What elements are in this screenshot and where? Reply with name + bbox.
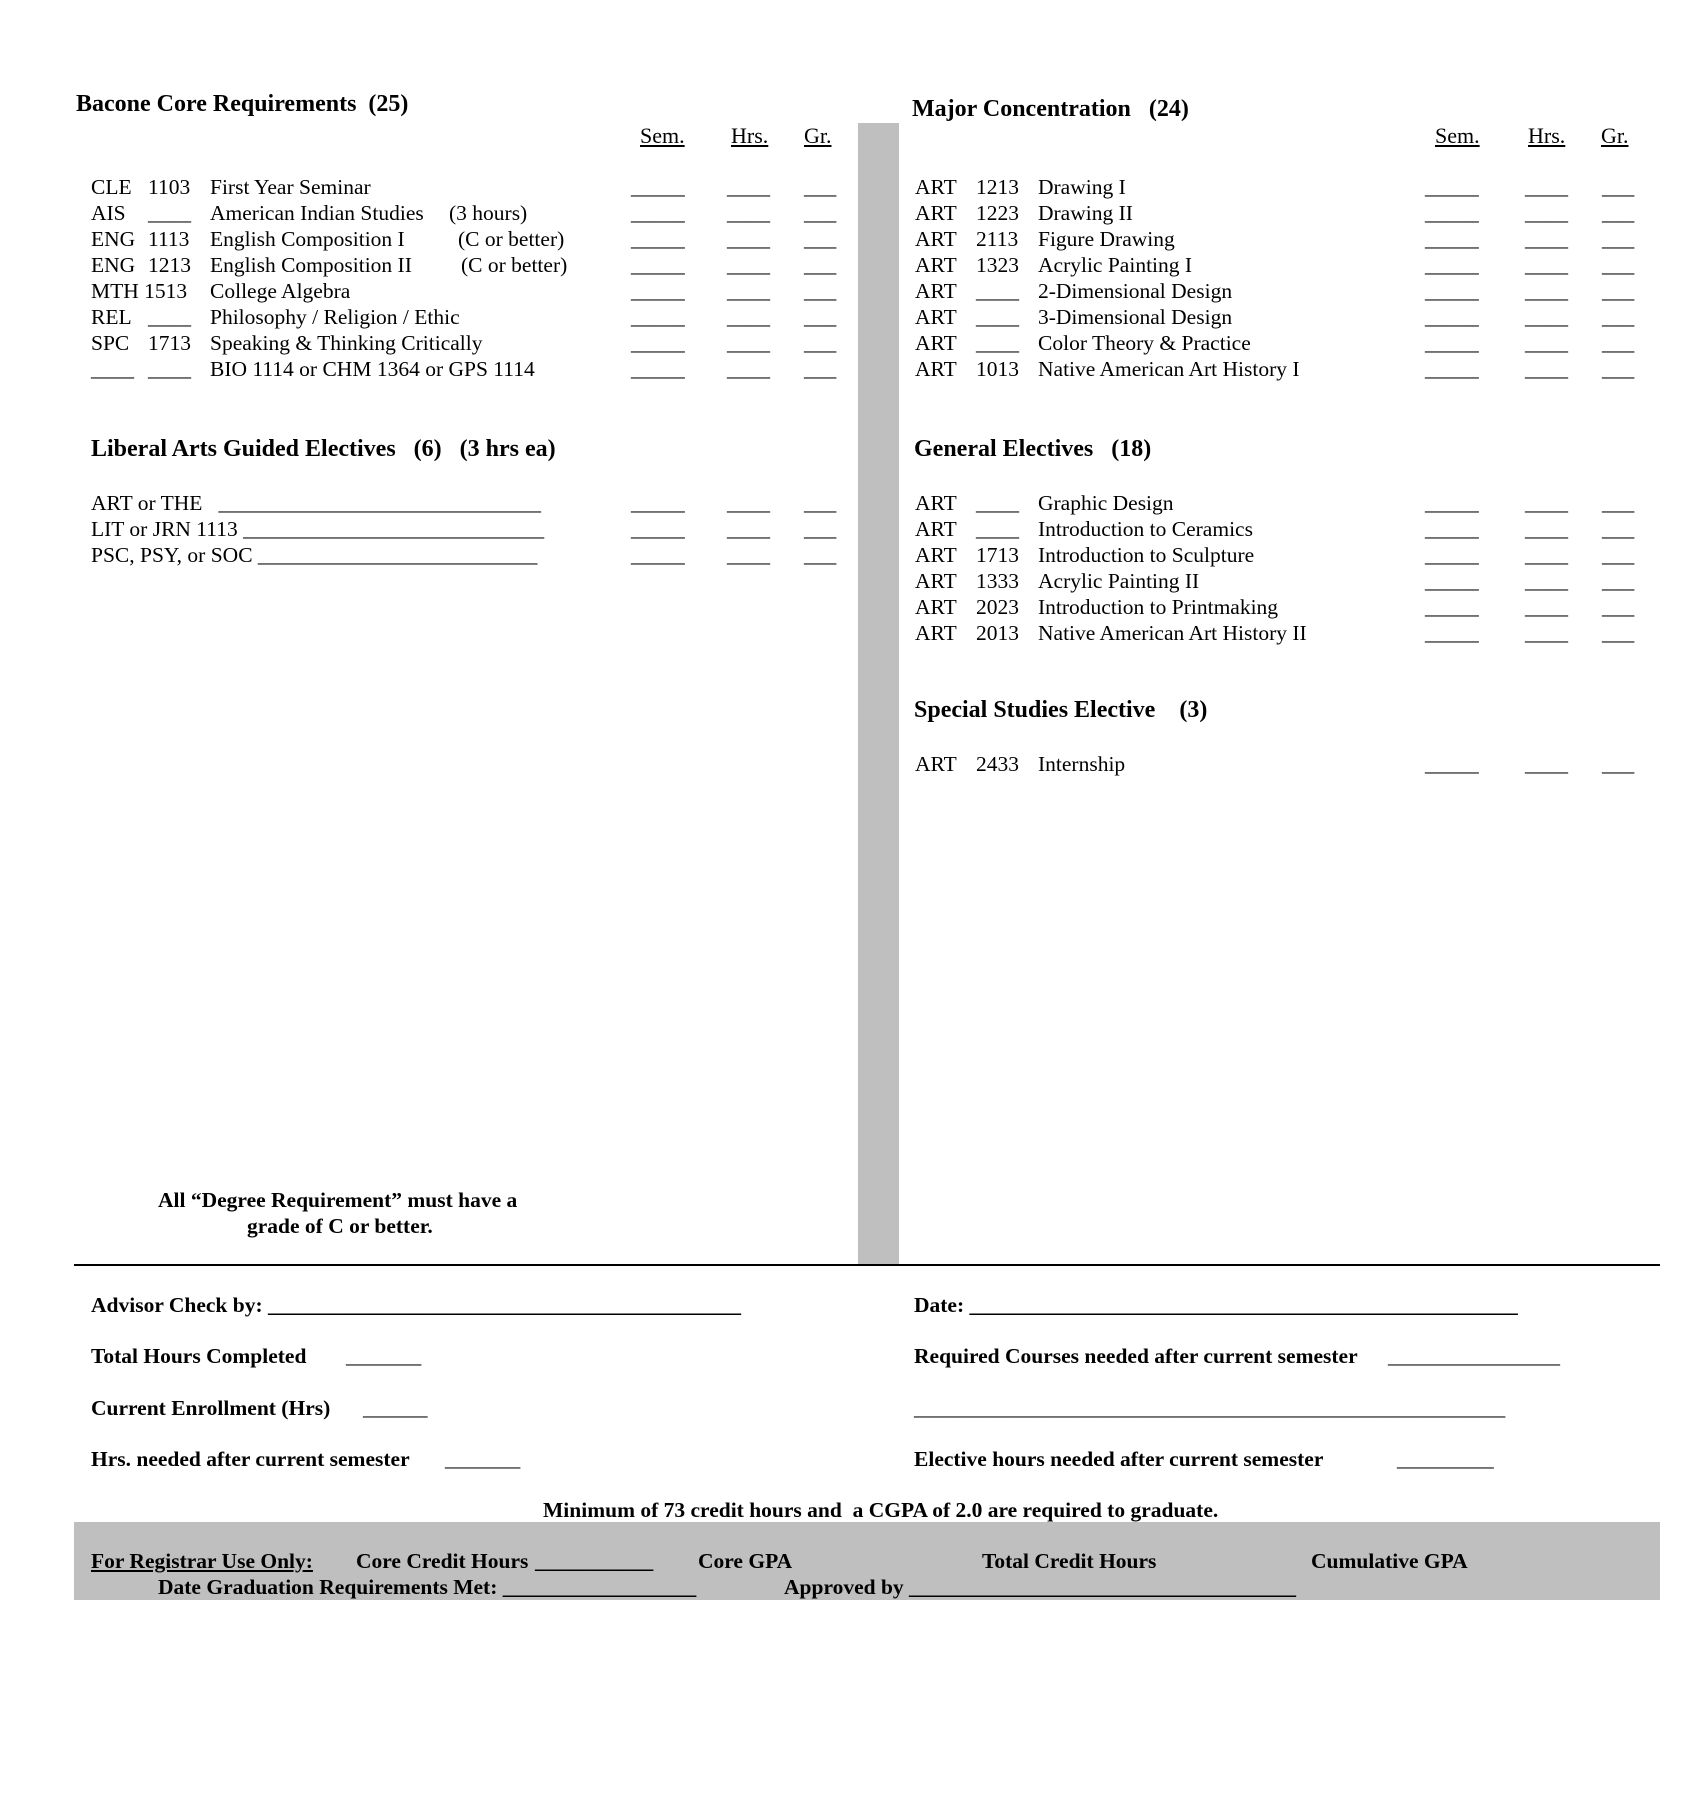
hrs-blank[interactable]: ____ [727, 175, 770, 199]
sem-blank[interactable]: _____ [631, 491, 685, 515]
course-dept: ART [915, 517, 957, 541]
course-row [0, 305, 1700, 331]
course-number: 1213 [148, 253, 191, 277]
course-number: 1013 [976, 357, 1019, 381]
approved-by-field[interactable]: Approved by ____________________________________ [784, 1575, 1297, 1599]
core-header-sem: Sem. [640, 123, 685, 148]
course-name: 3-Dimensional Design [1038, 305, 1233, 329]
course-name: Drawing II [1038, 201, 1133, 225]
grade-blank[interactable]: ___ [804, 517, 837, 541]
course-row [0, 543, 1700, 569]
course-number: ____ [148, 357, 191, 381]
grade-blank[interactable]: ___ [1602, 491, 1635, 515]
hrs-needed-label: Hrs. needed after current semester [91, 1447, 410, 1471]
grade-blank[interactable]: ___ [1602, 621, 1635, 645]
course-row [0, 517, 1700, 543]
sem-blank[interactable]: _____ [1425, 279, 1479, 303]
course-note: (C or better) [458, 227, 565, 251]
hrs-blank[interactable]: ____ [1525, 201, 1568, 225]
course-dept: ART [915, 595, 957, 619]
course-name: English Composition I [210, 227, 405, 251]
course-row [0, 201, 1700, 227]
course-row [0, 253, 1700, 279]
sem-blank[interactable]: _____ [631, 175, 685, 199]
course-number: ____ [976, 279, 1019, 303]
liberal-title: Liberal Arts Guided Electives (6) (3 hrs ea) [91, 436, 556, 462]
grade-blank[interactable]: ___ [804, 305, 837, 329]
course-name: Internship [1038, 752, 1126, 776]
sem-blank[interactable]: _____ [1425, 517, 1479, 541]
course-dept: ART [915, 279, 957, 303]
cumulative-gpa-label: Cumulative GPA [1311, 1549, 1468, 1573]
core-title: Bacone Core Requirements (25) [76, 91, 409, 117]
sem-blank[interactable]: _____ [631, 227, 685, 251]
hrs-blank[interactable]: ____ [727, 227, 770, 251]
course-number: ____ [976, 491, 1019, 515]
required-courses-line[interactable]: _______________________________________________________ [914, 1396, 1506, 1420]
required-courses-label: Required Courses needed after current semester [914, 1344, 1358, 1368]
course-dept: SPC [91, 331, 130, 355]
hrs-blank[interactable]: ____ [727, 253, 770, 277]
course-name: Acrylic Painting II [1038, 569, 1200, 593]
total-credit-hours-label: Total Credit Hours [982, 1549, 1157, 1573]
hrs-blank[interactable]: ____ [1525, 491, 1568, 515]
course-name: Color Theory & Practice [1038, 331, 1251, 355]
course-row [0, 357, 1700, 383]
sem-blank[interactable]: _____ [1425, 752, 1479, 776]
course-number: 2113 [976, 227, 1019, 251]
sem-blank[interactable]: _____ [631, 253, 685, 277]
course-number: ____ [976, 517, 1019, 541]
course-dept: ART [915, 752, 957, 776]
course-dept: ART [915, 305, 957, 329]
course-dept: REL [91, 305, 132, 329]
course-dept: ____ [91, 357, 134, 381]
grade-blank[interactable]: ___ [1602, 175, 1635, 199]
course-row [0, 569, 1700, 595]
sem-blank[interactable]: _____ [631, 517, 685, 541]
hrs-blank[interactable]: ____ [727, 491, 770, 515]
core-gpa-label: Core GPA [698, 1549, 793, 1573]
major-header-hrs: Hrs. [1528, 123, 1566, 148]
section-rule [74, 1264, 1660, 1266]
course-dept: ART [915, 227, 957, 251]
course-name: BIO 1114 or CHM 1364 or GPS 1114 [210, 357, 535, 381]
grade-blank[interactable]: ___ [1602, 279, 1635, 303]
hrs-blank[interactable]: ____ [1525, 543, 1568, 567]
course-dept: CLE [91, 175, 132, 199]
course-name: Graphic Design [1038, 491, 1174, 515]
course-row [0, 279, 1700, 305]
grade-blank[interactable]: ___ [1602, 305, 1635, 329]
special-title: Special Studies Elective (3) [914, 697, 1208, 723]
date-graduation-field[interactable]: Date Graduation Requirements Met: __________________ [158, 1575, 697, 1599]
course-dept: ART [915, 543, 957, 567]
grade-blank[interactable]: ___ [804, 175, 837, 199]
hrs-blank[interactable]: ____ [727, 517, 770, 541]
course-row [0, 595, 1700, 621]
course-row [0, 175, 1700, 201]
course-number: 1223 [976, 201, 1019, 225]
sem-blank[interactable]: _____ [1425, 201, 1479, 225]
hrs-blank[interactable]: ____ [1525, 305, 1568, 329]
hrs-needed-blank[interactable]: _______ [445, 1447, 521, 1471]
hrs-blank[interactable]: ____ [1525, 621, 1568, 645]
sem-blank[interactable]: _____ [1425, 331, 1479, 355]
course-dept: MTH 1513 [91, 279, 188, 303]
core-header-gr: Gr. [804, 123, 832, 148]
course-dept: ART [915, 357, 957, 381]
course-name: American Indian Studies [210, 201, 424, 225]
total-hours-label: Total Hours Completed [91, 1344, 307, 1368]
course-name: Speaking & Thinking Critically [210, 331, 483, 355]
course-number: 2013 [976, 621, 1019, 645]
grade-blank[interactable]: ___ [804, 331, 837, 355]
core-header-hrs: Hrs. [731, 123, 769, 148]
course-number: 1213 [976, 175, 1019, 199]
course-name: Introduction to Sculpture [1038, 543, 1255, 567]
grade-blank[interactable]: ___ [1602, 331, 1635, 355]
hrs-blank[interactable]: ____ [1525, 752, 1568, 776]
grade-blank[interactable]: ___ [1602, 201, 1635, 225]
general-title: General Electives (18) [914, 436, 1152, 462]
total-hours-blank[interactable]: _______ [346, 1344, 422, 1368]
elective-label[interactable]: PSC, PSY, or SOC __________________________ [91, 543, 538, 567]
elective-hours-blank[interactable]: _________ [1397, 1447, 1494, 1471]
course-dept: ART [915, 331, 957, 355]
hrs-blank[interactable]: ____ [1525, 517, 1568, 541]
grade-blank[interactable]: ___ [804, 491, 837, 515]
grade-note-line1: All “Degree Requirement” must have a [158, 1188, 518, 1212]
course-number: 1113 [148, 227, 190, 251]
sem-blank[interactable]: _____ [1425, 569, 1479, 593]
hrs-blank[interactable]: ____ [1525, 595, 1568, 619]
sem-blank[interactable]: _____ [1425, 621, 1479, 645]
course-dept: AIS [91, 201, 126, 225]
hrs-blank[interactable]: ____ [727, 357, 770, 381]
course-dept: ENG [91, 253, 136, 277]
current-enrollment-label: Current Enrollment (Hrs) [91, 1396, 331, 1420]
hrs-blank[interactable]: ____ [727, 331, 770, 355]
grade-blank[interactable]: ___ [804, 201, 837, 225]
grade-note-line2: grade of C or better. [247, 1214, 433, 1238]
course-name: Introduction to Printmaking [1038, 595, 1279, 619]
core-credit-hours-label: Core Credit Hours [356, 1549, 529, 1573]
core-credit-hours-blank[interactable]: ___________ [535, 1549, 654, 1573]
course-number: ____ [976, 331, 1019, 355]
grade-blank[interactable]: ___ [804, 279, 837, 303]
hrs-blank[interactable]: ____ [1525, 357, 1568, 381]
course-dept: ART [915, 569, 957, 593]
course-name: 2-Dimensional Design [1038, 279, 1233, 303]
course-number: 2433 [976, 752, 1019, 776]
course-dept: ART [915, 175, 957, 199]
sem-blank[interactable]: _____ [1425, 175, 1479, 199]
grade-blank[interactable]: ___ [1602, 752, 1635, 776]
sem-blank[interactable]: _____ [1425, 491, 1479, 515]
course-dept: ART [915, 201, 957, 225]
course-dept: ART [915, 621, 957, 645]
hrs-blank[interactable]: ____ [727, 279, 770, 303]
hrs-blank[interactable]: ____ [1525, 227, 1568, 251]
grade-blank[interactable]: ___ [804, 543, 837, 567]
course-name: First Year Seminar [210, 175, 371, 199]
hrs-blank[interactable]: ____ [727, 201, 770, 225]
course-name: Drawing I [1038, 175, 1126, 199]
registrar-label: For Registrar Use Only: [91, 1549, 313, 1573]
grade-blank[interactable]: ___ [804, 253, 837, 277]
grade-blank[interactable]: ___ [804, 227, 837, 251]
grade-blank[interactable]: ___ [1602, 595, 1635, 619]
advisor-check-field[interactable]: Advisor Check by: ____________________________________________ [91, 1293, 741, 1317]
course-number: 1713 [148, 331, 191, 355]
date-field[interactable]: Date: ___________________________________________________ [914, 1293, 1518, 1317]
sem-blank[interactable]: _____ [631, 305, 685, 329]
elective-label[interactable]: ART or THE ______________________________ [91, 491, 542, 515]
course-row [0, 752, 1700, 778]
course-name: Native American Art History I [1038, 357, 1300, 381]
sem-blank[interactable]: _____ [1425, 253, 1479, 277]
sem-blank[interactable]: _____ [631, 331, 685, 355]
hrs-blank[interactable]: ____ [1525, 175, 1568, 199]
course-name: Introduction to Ceramics [1038, 517, 1253, 541]
hrs-blank[interactable]: ____ [1525, 569, 1568, 593]
course-row [0, 491, 1700, 517]
course-number: ____ [148, 201, 191, 225]
grade-blank[interactable]: ___ [1602, 569, 1635, 593]
course-name: Acrylic Painting I [1038, 253, 1193, 277]
sem-blank[interactable]: _____ [631, 357, 685, 381]
graduation-minimum-note: Minimum of 73 credit hours and a CGPA of 2.0 are required to graduate. [543, 1498, 1219, 1522]
course-name: Figure Drawing [1038, 227, 1175, 251]
hrs-blank[interactable]: ____ [727, 543, 770, 567]
grade-blank[interactable]: ___ [1602, 543, 1635, 567]
grade-blank[interactable]: ___ [1602, 517, 1635, 541]
course-name: College Algebra [210, 279, 351, 303]
course-number: ____ [976, 305, 1019, 329]
course-row [0, 331, 1700, 357]
sem-blank[interactable]: _____ [1425, 357, 1479, 381]
course-number: 1333 [976, 569, 1019, 593]
hrs-blank[interactable]: ____ [727, 305, 770, 329]
course-note: (C or better) [461, 253, 568, 277]
hrs-blank[interactable]: ____ [1525, 253, 1568, 277]
required-courses-blank[interactable]: ________________ [1388, 1344, 1560, 1368]
course-number: 1323 [976, 253, 1019, 277]
current-enrollment-blank[interactable]: ______ [363, 1396, 428, 1420]
elective-hours-label: Elective hours needed after current semester [914, 1447, 1324, 1471]
major-title: Major Concentration (24) [912, 96, 1189, 122]
course-number: 1103 [148, 175, 191, 199]
grade-blank[interactable]: ___ [1602, 357, 1635, 381]
course-name: English Composition II [210, 253, 412, 277]
hrs-blank[interactable]: ____ [1525, 331, 1568, 355]
grade-blank[interactable]: ___ [1602, 227, 1635, 251]
grade-blank[interactable]: ___ [804, 357, 837, 381]
sem-blank[interactable]: _____ [1425, 227, 1479, 251]
major-header-gr: Gr. [1601, 123, 1629, 148]
course-row [0, 227, 1700, 253]
sem-blank[interactable]: _____ [1425, 595, 1479, 619]
sem-blank[interactable]: _____ [631, 201, 685, 225]
course-row [0, 621, 1700, 647]
sem-blank[interactable]: _____ [1425, 305, 1479, 329]
course-name: Philosophy / Religion / Ethic [210, 305, 460, 329]
elective-label[interactable]: LIT or JRN 1113 ____________________________ [91, 517, 545, 541]
course-name: Native American Art History II [1038, 621, 1307, 645]
grade-blank[interactable]: ___ [1602, 253, 1635, 277]
sem-blank[interactable]: _____ [631, 543, 685, 567]
course-dept: ART [915, 253, 957, 277]
major-header-sem: Sem. [1435, 123, 1480, 148]
course-number: 2023 [976, 595, 1019, 619]
course-number: 1713 [976, 543, 1019, 567]
course-dept: ART [915, 491, 957, 515]
course-dept: ENG [91, 227, 136, 251]
course-note: (3 hours) [449, 201, 528, 225]
sem-blank[interactable]: _____ [1425, 543, 1479, 567]
sem-blank[interactable]: _____ [631, 279, 685, 303]
course-number: ____ [148, 305, 191, 329]
hrs-blank[interactable]: ____ [1525, 279, 1568, 303]
